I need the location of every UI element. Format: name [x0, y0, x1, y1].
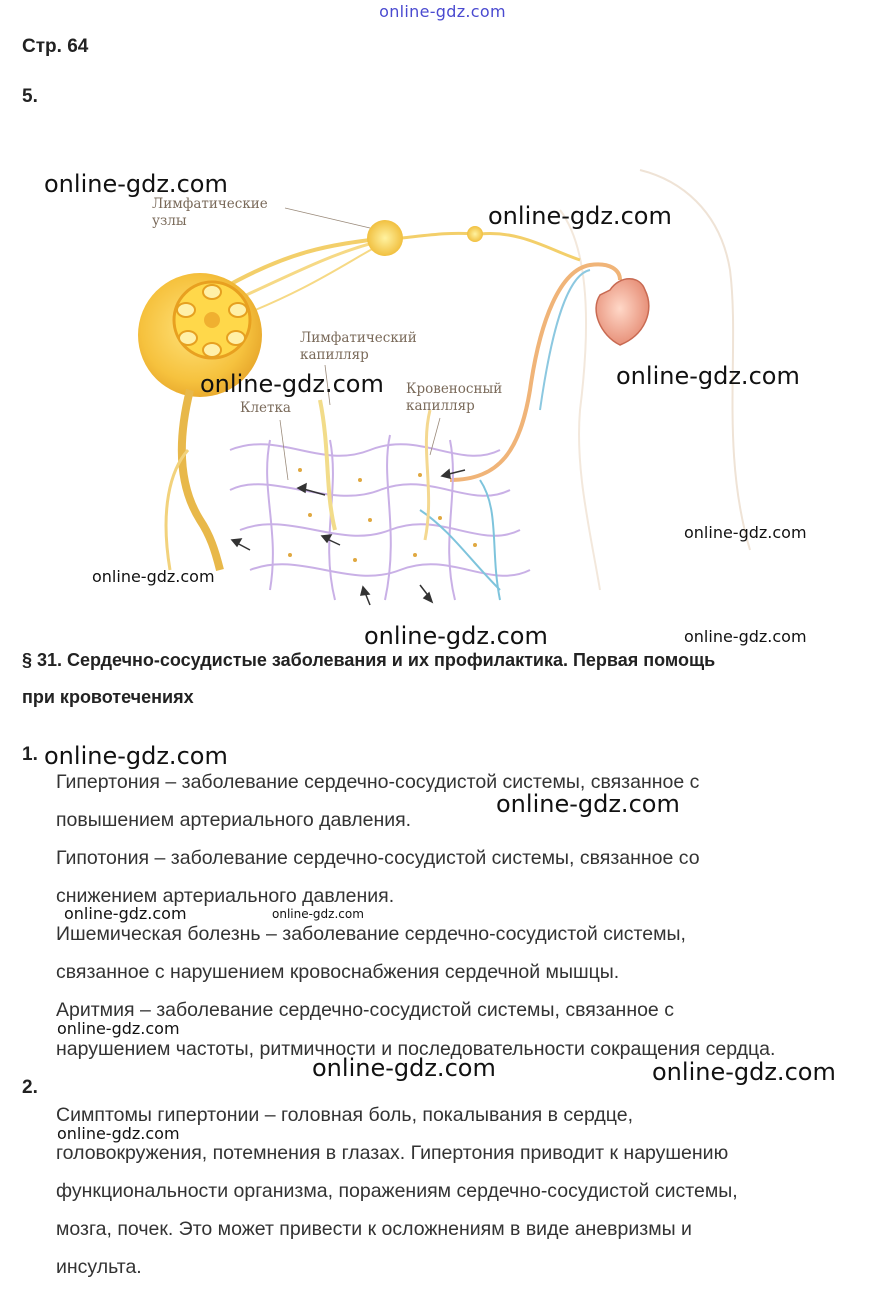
label-lymph-nodes-line2: узлы	[152, 213, 187, 229]
watermark: online-gdz.com	[684, 627, 807, 646]
task2-line: Симптомы гипертонии – головная боль, покалывания в сердце,	[56, 1104, 633, 1126]
lymph-node-small	[367, 220, 403, 256]
lymph-vessel	[402, 233, 475, 238]
task-1-number: 1.	[22, 744, 38, 765]
task-2-number: 2.	[22, 1077, 38, 1098]
task2-line: инсульта.	[56, 1256, 142, 1278]
task2-line: головокружения, потемнения в глазах. Гипертония приводит к нарушению	[56, 1142, 729, 1164]
watermark: online-gdz.com	[200, 370, 384, 398]
task1-line: нарушением частоты, ритмичности и последовательности сокращения сердца.	[56, 1038, 776, 1060]
task2-line: мозга, почек. Это может привести к осложнениям в виде аневризмы и	[56, 1218, 692, 1240]
lymph-node-tiny	[467, 226, 483, 242]
task1-line: связанное с нарушением кровоснабжения сердечной мышцы.	[56, 961, 620, 983]
label-blood-capillary-line2: капилляр	[406, 398, 475, 414]
watermark: online-gdz.com	[57, 1124, 180, 1143]
label-blood-capillary-line1: Кровеносный	[406, 381, 503, 397]
label-lymph-capillary-line2: капилляр	[300, 347, 369, 363]
top-watermark: online-gdz.com	[379, 2, 506, 21]
flow-arrows	[232, 470, 465, 605]
task1-line: Аритмия – заболевание сердечно-сосудистой системы, связанное с	[56, 999, 674, 1021]
section-title-line2: при кровотечениях	[22, 687, 194, 707]
watermark: online-gdz.com	[44, 170, 228, 198]
page-title: Стр. 64	[22, 36, 89, 57]
watermark: online-gdz.com	[496, 790, 680, 818]
capillary-network	[230, 400, 530, 600]
lymph-vessel-efferent	[182, 390, 220, 570]
task1-line: Гипертония – заболевание сердечно-сосудистой системы, связанное с	[56, 771, 700, 793]
heart	[596, 279, 649, 345]
watermark: online-gdz.com	[488, 202, 672, 230]
watermark: online-gdz.com	[652, 1058, 836, 1086]
label-cell: Клетка	[240, 400, 291, 416]
watermark: online-gdz.com	[616, 362, 800, 390]
label-lymph-capillary-line1: Лимфатический	[300, 330, 417, 346]
label-lymph-nodes-line1: Лимфатические	[152, 196, 268, 212]
lymph-vessel	[480, 233, 580, 260]
watermark: online-gdz.com	[57, 1019, 180, 1038]
watermark: online-gdz.com	[312, 1054, 496, 1082]
task-5-number: 5.	[22, 86, 38, 107]
task2-line: функциональности организма, поражениям сердечно-сосудистой системы,	[56, 1180, 738, 1202]
watermark: online-gdz.com	[64, 904, 187, 923]
blood-vessel	[450, 264, 620, 480]
watermark: online-gdz.com	[44, 742, 228, 770]
task1-line: снижением артериального давления.	[56, 885, 395, 907]
watermark: online-gdz.com	[684, 523, 807, 542]
task1-line: Гипотония – заболевание сердечно-сосудистой системы, связанное со	[56, 847, 700, 869]
section-title-line1: § 31. Сердечно-сосудистые заболевания и их профилактика. Первая помощь	[22, 650, 716, 670]
watermark: online-gdz.com	[92, 567, 215, 586]
watermark: online-gdz.com	[364, 622, 548, 650]
task1-line: Ишемическая болезнь – заболевание сердечно-сосудистой системы,	[56, 923, 686, 945]
watermark: online-gdz.com	[272, 907, 364, 921]
task1-line: повышением артериального давления.	[56, 809, 412, 831]
